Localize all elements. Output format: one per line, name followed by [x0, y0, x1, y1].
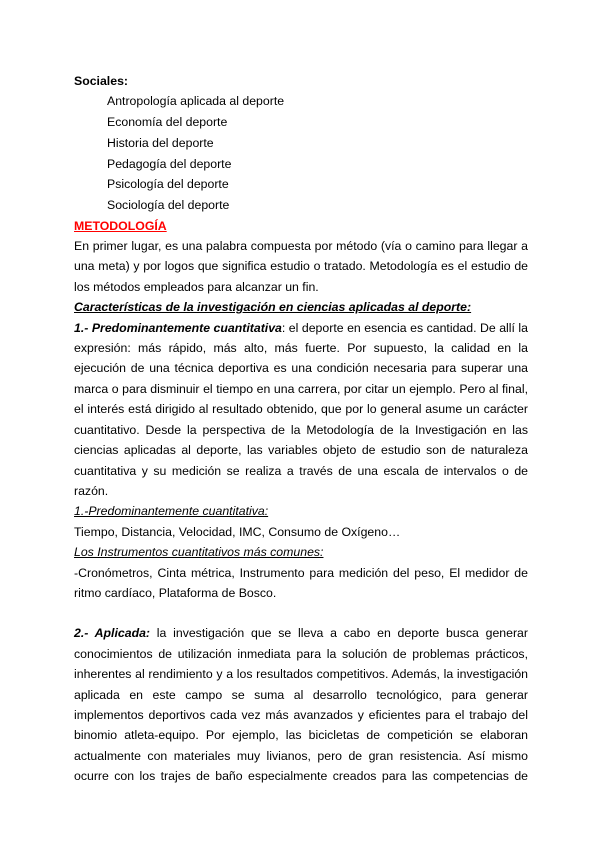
sociales-list: [74, 91, 528, 215]
item1-lead: 1.- Predominantemente cuantitativa: [74, 320, 282, 335]
instrumentos-heading: Los Instrumentos cuantitativos más comunes:: [74, 545, 324, 560]
paragraph-spacer: [74, 603, 528, 623]
list-item: Pedagogía del deporte: [107, 156, 232, 171]
list-item: Economía del deporte: [107, 115, 228, 130]
metodologia-heading: METODOLOGÍA: [74, 218, 167, 233]
list-item: Psicología del deporte: [107, 177, 229, 192]
item2-paragraph: [74, 623, 528, 786]
item2-text: la investigación que se lleva a cabo en deporte busca generar conocimientos de utilización inmediata para la solución de problemas prácticos, inherentes al rendimiento y a los resultados competitivos. Además, la investigación aplicada en este campo se suma al desarrollo tecnológico, para generar implementos deportivos cada vez más avanzados y eficientes para el trabajo del binomio atleta-equipo. Por ejemplo, las bicicletas de competición se elaboran actualmente con materiales muy livianos, pero de gran resistencia. Así mismo ocurre con los trajes de baño especialmente creados para las competencias de: [74, 626, 528, 784]
document-page: [74, 71, 528, 787]
list-item: Sociología del deporte: [107, 197, 230, 212]
instrumentos-list: -Cronómetros, Cinta métrica, Instrumento para medición del peso, El medidor de ritmo cardíaco, Plataforma de Bosco.: [74, 565, 528, 600]
item1-text: : el deporte en esencia es cantidad. De allí la expresión: más rápido, más alto, más fuerte. Por supuesto, la calidad en la ejecución de una técnica deportiva es una condición necesaria para superar una marca o para disminuir el tiempo en una carrera, por citar un ejemplo. Pero al final, el interés está dirigido al resultado obtenido, que por lo general asume un carácter cuantitativo. Desde la perspectiva de la Metodología de la Investigación en las ciencias aplicadas al deporte, las variables objeto de estudio son de naturaleza cuantitativa y su medición se realiza a través de una escala de intervalos o de razón.: [74, 320, 528, 498]
list-item: Historia del deporte: [107, 135, 214, 150]
metodologia-paragraph: En primer lugar, es una palabra compuesta por método (vía o camino para llegar a una meta) y por logos que significa estudio o tratado. Metodología es el estudio de los métodos empleados para alcanzar un fin.: [74, 239, 528, 294]
item1-subheading: 1.-Predominantemente cuantitativa:: [74, 504, 269, 519]
sociales-heading: Sociales:: [74, 74, 128, 88]
caracteristicas-heading: Características de la investigación en ciencias aplicadas al deporte:: [74, 300, 472, 315]
list-item: Antropología aplicada al deporte: [107, 94, 285, 109]
item1-paragraph: [74, 318, 528, 502]
item1-variables: Tiempo, Distancia, Velocidad, IMC, Consumo de Oxígeno…: [74, 524, 401, 539]
item2-lead: 2.- Aplicada:: [74, 626, 151, 641]
